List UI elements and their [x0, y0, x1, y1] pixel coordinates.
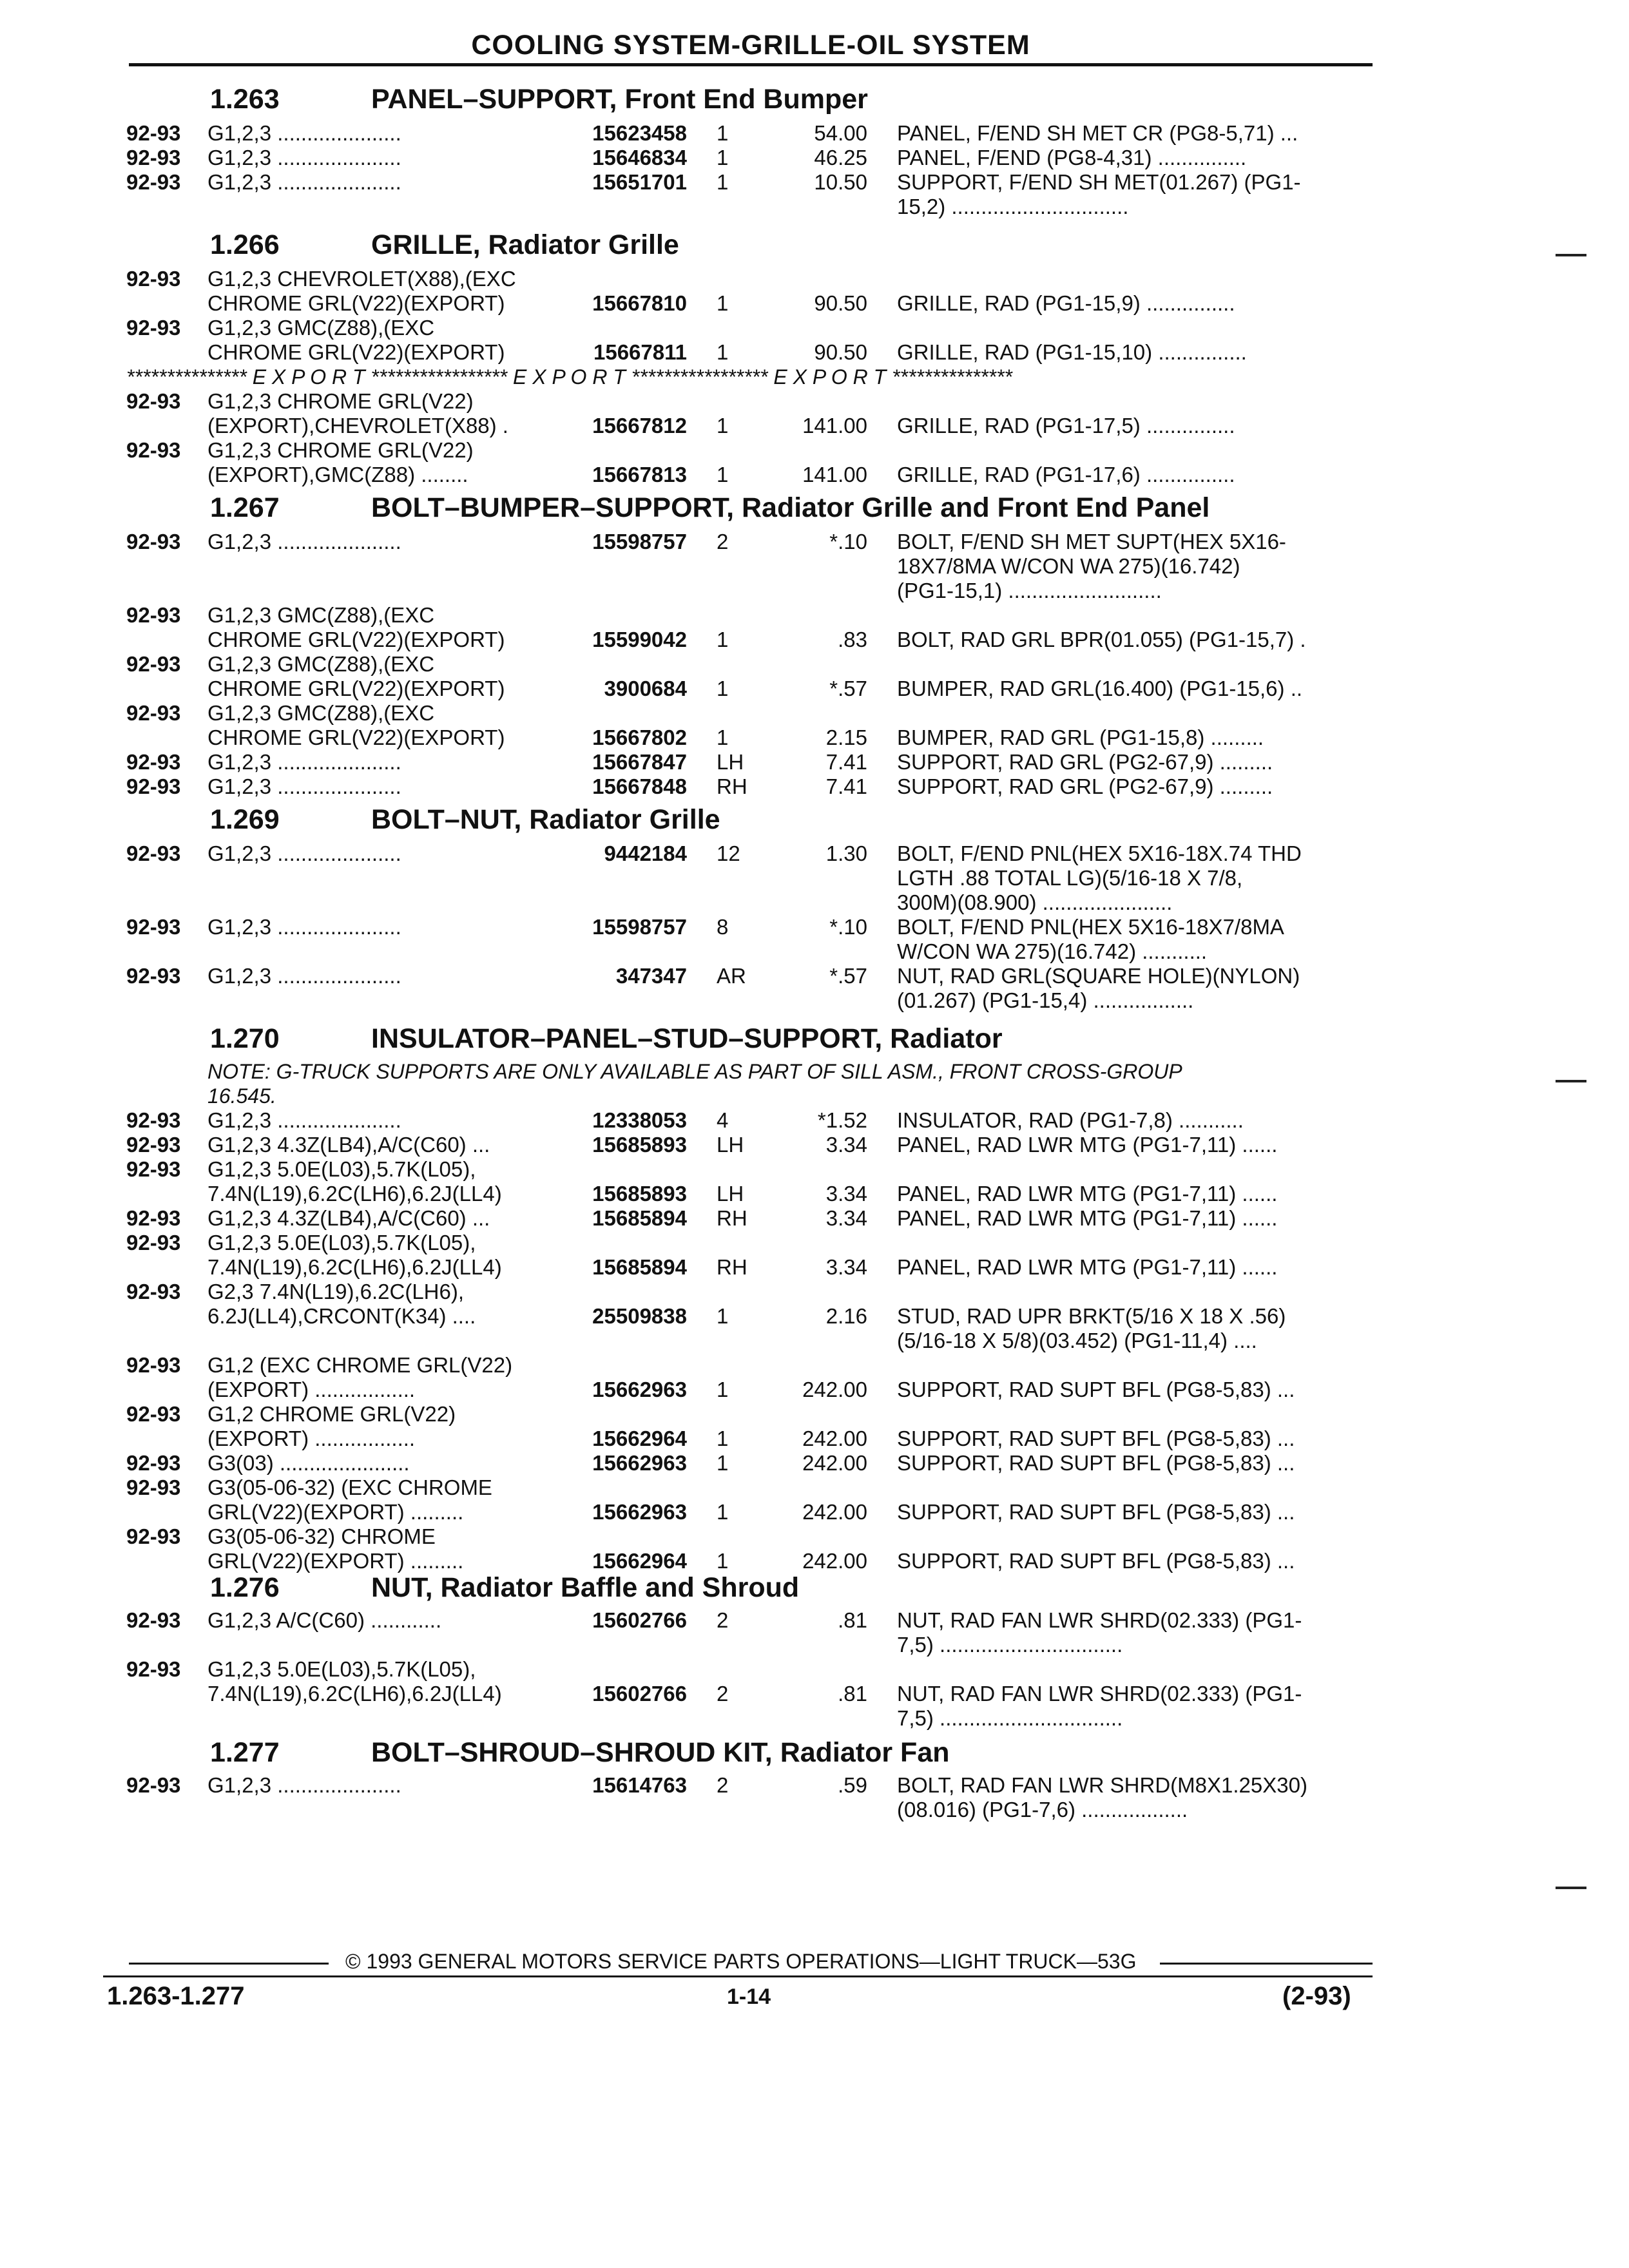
application: CHROME GRL(V22)(EXPORT)	[207, 726, 505, 749]
application: G1,2,3 .....................	[207, 915, 401, 939]
price: 2.16	[825, 1304, 867, 1328]
section-note: NOTE: G-TRUCK SUPPORTS ARE ONLY AVAILABLE AS PART OF SILL ASM., FRONT CROSS-GROUP	[207, 1060, 1182, 1083]
application: G1,2,3 .....................	[207, 146, 401, 169]
part-number: 25509838	[592, 1304, 687, 1328]
application: G1,2,3 .....................	[207, 170, 401, 194]
quantity: 1	[717, 1378, 729, 1401]
description: BOLT, F/END SH MET SUPT(HEX 5X16-	[897, 530, 1286, 553]
part-number: 347347	[615, 964, 687, 988]
description: GRILLE, RAD (PG1-15,10) ...............	[897, 340, 1247, 364]
quantity: 1	[717, 340, 729, 364]
description: LGTH .88 TOTAL LG)(5/16-18 X 7/8,	[897, 866, 1243, 890]
application: G1,2,3 .....................	[207, 121, 401, 145]
description: BOLT, RAD FAN LWR SHRD(M8X1.25X30)	[897, 1773, 1307, 1797]
model-years: 92-93	[126, 1280, 181, 1303]
part-number: 15662963	[592, 1451, 687, 1475]
price: 141.00	[802, 414, 867, 437]
model-years: 92-93	[126, 1157, 181, 1181]
section-title: BOLT–NUT, Radiator Grille	[371, 804, 720, 835]
model-years: 92-93	[126, 915, 181, 939]
model-years: 92-93	[126, 530, 181, 553]
footer-rule-left	[129, 1963, 329, 1965]
application: G1,2 CHROME GRL(V22)	[207, 1402, 456, 1426]
part-number: 15685893	[592, 1133, 687, 1157]
application: CHROME GRL(V22)(EXPORT)	[207, 291, 505, 315]
description: (PG1-15,1) ..........................	[897, 579, 1162, 602]
application: 6.2J(LL4),CRCONT(K34) ....	[207, 1304, 476, 1328]
quantity: AR	[717, 964, 746, 988]
model-years: 92-93	[126, 1657, 181, 1681]
model-years: 92-93	[126, 652, 181, 676]
price: .83	[838, 628, 867, 651]
model-years: 92-93	[126, 841, 181, 865]
price: *1.52	[817, 1108, 867, 1132]
model-years: 92-93	[126, 1133, 181, 1157]
quantity: 1	[717, 463, 729, 486]
application: G3(05-06-32) (EXC CHROME	[207, 1475, 492, 1499]
application: G1,2,3 .....................	[207, 841, 401, 865]
description: SUPPORT, RAD SUPT BFL (PG8-5,83) ...	[897, 1549, 1295, 1573]
description: NUT, RAD FAN LWR SHRD(02.333) (PG1-	[897, 1682, 1302, 1706]
quantity: 1	[717, 1549, 729, 1573]
quantity: RH	[717, 1255, 747, 1279]
price: *.57	[829, 964, 867, 988]
quantity: RH	[717, 1206, 747, 1230]
application: G3(03) ......................	[207, 1451, 410, 1475]
quantity: LH	[717, 1133, 744, 1157]
description: SUPPORT, RAD GRL (PG2-67,9) .........	[897, 750, 1273, 774]
description: 7,5) ...............................	[897, 1633, 1123, 1657]
application: G1,2,3 5.0E(L03),5.7K(L05),	[207, 1157, 476, 1181]
part-number: 15599042	[592, 628, 687, 651]
part-number: 15623458	[592, 121, 687, 145]
section-number: 1.266	[210, 229, 280, 260]
quantity: 8	[717, 915, 729, 939]
quantity: 2	[717, 1608, 729, 1632]
header-rule	[129, 63, 1373, 66]
application: G1,2,3 .....................	[207, 750, 401, 774]
part-number: 15667802	[592, 726, 687, 749]
price: 90.50	[814, 340, 867, 364]
model-years: 92-93	[126, 1475, 181, 1499]
part-number: 15598757	[592, 915, 687, 939]
price: 7.41	[825, 774, 867, 798]
model-years: 92-93	[126, 1402, 181, 1426]
section-title: GRILLE, Radiator Grille	[371, 229, 679, 260]
quantity: 1	[717, 726, 729, 749]
application: G1,2,3 CHROME GRL(V22)	[207, 438, 474, 462]
price: .81	[838, 1608, 867, 1632]
application: G1,2,3 .....................	[207, 774, 401, 798]
part-number: 15667848	[592, 774, 687, 798]
application: (EXPORT) .................	[207, 1378, 416, 1401]
quantity: 2	[717, 530, 729, 553]
description: (01.267) (PG1-15,4) .................	[897, 988, 1194, 1012]
description: NUT, RAD GRL(SQUARE HOLE)(NYLON)	[897, 964, 1300, 988]
description: SUPPORT, RAD SUPT BFL (PG8-5,83) ...	[897, 1451, 1295, 1475]
application: G1,2,3 5.0E(L03),5.7K(L05),	[207, 1231, 476, 1254]
application: CHROME GRL(V22)(EXPORT)	[207, 340, 505, 364]
description: BOLT, F/END PNL(HEX 5X16-18X7/8MA	[897, 915, 1284, 939]
part-number: 15685894	[592, 1255, 687, 1279]
price: 1.30	[825, 841, 867, 865]
section-title: NUT, Radiator Baffle and Shroud	[371, 1572, 800, 1603]
part-number: 15685894	[592, 1206, 687, 1230]
export-banner: *************** E X P O R T ***************** E X P O R T ***************** E X P O R T ***************	[126, 365, 1012, 389]
description: BOLT, RAD GRL BPR(01.055) (PG1-15,7) .	[897, 628, 1306, 651]
description: NUT, RAD FAN LWR SHRD(02.333) (PG1-	[897, 1608, 1302, 1632]
footer-rule-right	[1160, 1963, 1373, 1965]
quantity: 1	[717, 291, 729, 315]
application: G1,2,3 GMC(Z88),(EXC	[207, 603, 435, 627]
footer-rule-bottom	[103, 1975, 1373, 1977]
description: (08.016) (PG1-7,6) ..................	[897, 1798, 1188, 1821]
model-years: 92-93	[126, 750, 181, 774]
description: (5/16-18 X 5/8)(03.452) (PG1-11,4) ....	[897, 1329, 1257, 1352]
model-years: 92-93	[126, 1108, 181, 1132]
section-note-continued: 16.545.	[207, 1084, 276, 1108]
model-years: 92-93	[126, 170, 181, 194]
application: G1,2 (EXC CHROME GRL(V22)	[207, 1353, 513, 1377]
description: PANEL, RAD LWR MTG (PG1-7,11) ......	[897, 1182, 1278, 1206]
model-years: 92-93	[126, 1353, 181, 1377]
part-number: 15602766	[592, 1608, 687, 1632]
section-number: 1.269	[210, 804, 280, 835]
description: SUPPORT, RAD SUPT BFL (PG8-5,83) ...	[897, 1378, 1295, 1401]
quantity: 1	[717, 170, 729, 194]
model-years: 92-93	[126, 1231, 181, 1254]
description: GRILLE, RAD (PG1-17,6) ...............	[897, 463, 1235, 486]
application: GRL(V22)(EXPORT) .........	[207, 1549, 464, 1573]
price: .81	[838, 1682, 867, 1706]
application: G1,2,3 CHROME GRL(V22)	[207, 389, 474, 413]
footer-date: (2-93)	[1282, 1982, 1351, 2010]
footer-page-number: 1-14	[727, 1984, 771, 2009]
model-years: 92-93	[126, 1524, 181, 1548]
quantity: 1	[717, 1451, 729, 1475]
application: 7.4N(L19),6.2C(LH6),6.2J(LL4)	[207, 1682, 502, 1706]
model-years: 92-93	[126, 774, 181, 798]
footer-section-range: 1.263-1.277	[107, 1982, 245, 2010]
application: (EXPORT),CHEVROLET(X88) .	[207, 414, 508, 437]
description: GRILLE, RAD (PG1-17,5) ...............	[897, 414, 1235, 437]
price: 2.15	[825, 726, 867, 749]
part-number: 15667847	[592, 750, 687, 774]
price: 54.00	[814, 121, 867, 145]
model-years: 92-93	[126, 438, 181, 462]
description: W/CON WA 275)(16.742) ...........	[897, 939, 1208, 963]
part-number: 15598757	[592, 530, 687, 553]
description: SUPPORT, RAD GRL (PG2-67,9) .........	[897, 774, 1273, 798]
part-number: 15662963	[592, 1500, 687, 1524]
part-number: 15662964	[592, 1427, 687, 1450]
quantity: 1	[717, 1500, 729, 1524]
price: .59	[838, 1773, 867, 1797]
description: PANEL, F/END (PG8-4,31) ...............	[897, 146, 1247, 169]
application: G1,2,3 .....................	[207, 1108, 401, 1132]
application: G1,2,3 .....................	[207, 530, 401, 553]
quantity: 1	[717, 414, 729, 437]
description: SUPPORT, RAD SUPT BFL (PG8-5,83) ...	[897, 1427, 1295, 1450]
section-number: 1.263	[210, 84, 280, 115]
quantity: LH	[717, 750, 744, 774]
part-number: 15602766	[592, 1682, 687, 1706]
description: PANEL, RAD LWR MTG (PG1-7,11) ......	[897, 1133, 1278, 1157]
price: 7.41	[825, 750, 867, 774]
price: 3.34	[825, 1182, 867, 1206]
quantity: 1	[717, 146, 729, 169]
application: G1,2,3 GMC(Z88),(EXC	[207, 316, 435, 340]
model-years: 92-93	[126, 316, 181, 340]
description: SUPPORT, F/END SH MET(01.267) (PG1-	[897, 170, 1301, 194]
description: INSULATOR, RAD (PG1-7,8) ...........	[897, 1108, 1244, 1132]
price: 90.50	[814, 291, 867, 315]
application: G1,2,3 A/C(C60) ............	[207, 1608, 442, 1632]
price: 3.34	[825, 1133, 867, 1157]
price: *.57	[829, 677, 867, 700]
application: G1,2,3 .....................	[207, 964, 401, 988]
application: 7.4N(L19),6.2C(LH6),6.2J(LL4)	[207, 1182, 502, 1206]
description: GRILLE, RAD (PG1-15,9) ...............	[897, 291, 1235, 315]
application: G1,2,3 4.3Z(LB4),A/C(C60) ...	[207, 1133, 490, 1157]
part-number: 15667810	[592, 291, 687, 315]
price: 3.34	[825, 1255, 867, 1279]
model-years: 92-93	[126, 389, 181, 413]
part-number: 15685893	[592, 1182, 687, 1206]
section-number: 1.277	[210, 1737, 280, 1768]
quantity: LH	[717, 1182, 744, 1206]
footer-copyright: © 1993 GENERAL MOTORS SERVICE PARTS OPERATIONS—LIGHT TRUCK—53G	[345, 1950, 1137, 1973]
part-number: 15667811	[593, 340, 687, 364]
application: G1,2,3 4.3Z(LB4),A/C(C60) ...	[207, 1206, 490, 1230]
quantity: 2	[717, 1773, 729, 1797]
application: (EXPORT),GMC(Z88) ........	[207, 463, 468, 486]
part-number: 3900684	[604, 677, 687, 700]
description: BUMPER, RAD GRL(16.400) (PG1-15,6) ..	[897, 677, 1303, 700]
application: 7.4N(L19),6.2C(LH6),6.2J(LL4)	[207, 1255, 502, 1279]
page-header-title: COOLING SYSTEM-GRILLE-OIL SYSTEM	[471, 30, 1030, 61]
price: 242.00	[802, 1378, 867, 1401]
model-years: 92-93	[126, 267, 181, 291]
part-number: 15646834	[592, 146, 687, 169]
description: BOLT, F/END PNL(HEX 5X16-18X.74 THD	[897, 841, 1302, 865]
application: CHROME GRL(V22)(EXPORT)	[207, 677, 505, 700]
margin-mark	[1556, 254, 1586, 256]
application: G1,2,3 5.0E(L03),5.7K(L05),	[207, 1657, 476, 1681]
application: G1,2,3 CHEVROLET(X88),(EXC	[207, 267, 516, 291]
description: 18X7/8MA W/CON WA 275)(16.742)	[897, 554, 1240, 578]
application: CHROME GRL(V22)(EXPORT)	[207, 628, 505, 651]
price: 46.25	[814, 146, 867, 169]
quantity: 4	[717, 1108, 729, 1132]
model-years: 92-93	[126, 964, 181, 988]
application: G3(05-06-32) CHROME	[207, 1524, 436, 1548]
part-number: 15662964	[592, 1549, 687, 1573]
quantity: RH	[717, 774, 747, 798]
application: GRL(V22)(EXPORT) .........	[207, 1500, 464, 1524]
quantity: 2	[717, 1682, 729, 1706]
description: 7,5) ...............................	[897, 1706, 1123, 1730]
model-years: 92-93	[126, 1451, 181, 1475]
model-years: 92-93	[126, 1773, 181, 1797]
application: G1,2,3 GMC(Z88),(EXC	[207, 652, 435, 676]
section-title: BOLT–SHROUD–SHROUD KIT, Radiator Fan	[371, 1737, 950, 1768]
description: 15,2) ..............................	[897, 195, 1129, 218]
price: *.10	[829, 915, 867, 939]
description: PANEL, F/END SH MET CR (PG8-5,71) ...	[897, 121, 1298, 145]
price: 242.00	[802, 1427, 867, 1450]
section-number: 1.270	[210, 1023, 280, 1054]
section-title: BOLT–BUMPER–SUPPORT, Radiator Grille and Front End Panel	[371, 492, 1210, 523]
quantity: 1	[717, 628, 729, 651]
price: 242.00	[802, 1500, 867, 1524]
part-number: 15651701	[592, 170, 687, 194]
section-title: PANEL–SUPPORT, Front End Bumper	[371, 84, 868, 115]
price: 3.34	[825, 1206, 867, 1230]
section-number: 1.276	[210, 1572, 280, 1603]
quantity: 1	[717, 121, 729, 145]
description: BUMPER, RAD GRL (PG1-15,8) .........	[897, 726, 1264, 749]
quantity: 12	[717, 841, 740, 865]
description: 300M)(08.900) ......................	[897, 890, 1173, 914]
price: *.10	[829, 530, 867, 553]
part-number: 9442184	[604, 841, 687, 865]
application: G2,3 7.4N(L19),6.2C(LH6),	[207, 1280, 465, 1303]
price: 10.50	[814, 170, 867, 194]
model-years: 92-93	[126, 146, 181, 169]
section-title: INSULATOR–PANEL–STUD–SUPPORT, Radiator	[371, 1023, 1003, 1054]
description: SUPPORT, RAD SUPT BFL (PG8-5,83) ...	[897, 1500, 1295, 1524]
application: G1,2,3 GMC(Z88),(EXC	[207, 701, 435, 725]
model-years: 92-93	[126, 1608, 181, 1632]
part-number: 12338053	[592, 1108, 687, 1132]
model-years: 92-93	[126, 1206, 181, 1230]
part-number: 15614763	[592, 1773, 687, 1797]
section-number: 1.267	[210, 492, 280, 523]
margin-mark	[1556, 1887, 1586, 1889]
description: PANEL, RAD LWR MTG (PG1-7,11) ......	[897, 1206, 1278, 1230]
part-number: 15667813	[592, 463, 687, 486]
price: 141.00	[802, 463, 867, 486]
application: (EXPORT) .................	[207, 1427, 416, 1450]
description: PANEL, RAD LWR MTG (PG1-7,11) ......	[897, 1255, 1278, 1279]
model-years: 92-93	[126, 603, 181, 627]
quantity: 1	[717, 1304, 729, 1328]
part-number: 15662963	[592, 1378, 687, 1401]
part-number: 15667812	[592, 414, 687, 437]
description: STUD, RAD UPR BRKT(5/16 X 18 X .56)	[897, 1304, 1286, 1328]
application: G1,2,3 .....................	[207, 1773, 401, 1797]
model-years: 92-93	[126, 121, 181, 145]
quantity: 1	[717, 677, 729, 700]
quantity: 1	[717, 1427, 729, 1450]
price: 242.00	[802, 1549, 867, 1573]
margin-mark	[1556, 1080, 1586, 1082]
price: 242.00	[802, 1451, 867, 1475]
model-years: 92-93	[126, 701, 181, 725]
